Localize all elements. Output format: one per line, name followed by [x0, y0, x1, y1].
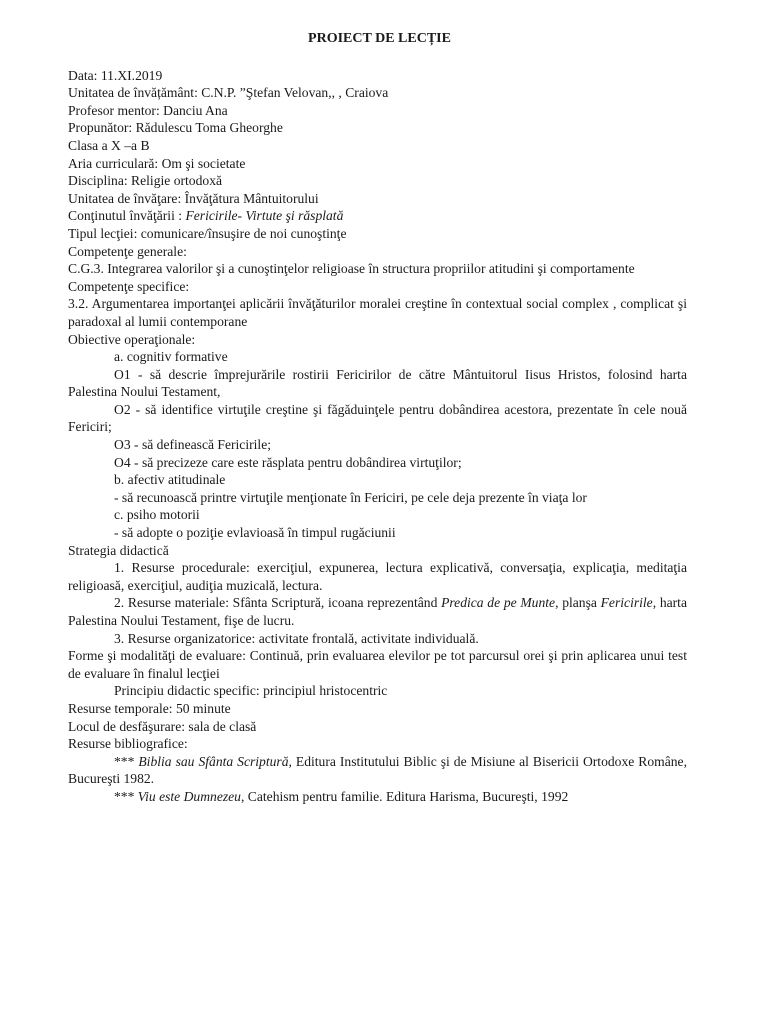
proposer-line: Propunător: Rădulescu Toma Gheorghe: [68, 120, 283, 136]
bibliography-item-1: [68, 753, 687, 788]
content-line: [68, 207, 687, 225]
principle-line: Principiu didactic specific: principiul hristocentric: [114, 683, 388, 699]
specific-competences-label: Competenţe specifice:: [68, 278, 190, 294]
school-line: Unitatea de învățământ: C.N.P. ”Ştefan Velovan,, , Craiova: [68, 85, 389, 101]
resource-organizational: 3. Resurse organizatorice: activitate frontală, activitate individuală.: [114, 630, 479, 646]
resource-material-text-2: , planşa: [555, 595, 601, 611]
resource-material-text-3: , harta Palestina Noului Testament, fişe de lucru.: [68, 595, 687, 628]
lesson-type-line: Tipul lecţiei: comunicare/însuşire de noi cunoştinţe: [68, 225, 347, 241]
objective-b1: - să recunoască printre virtuţile menţionate în Fericiri, pe cele deja prezente în viaţa lor: [114, 489, 587, 505]
resource-material-icon-title: Predica de pe Munte: [441, 595, 556, 611]
objective-o2: O2 - să identifice virtuţile creştine şi făgăduinţele pentru dobândirea acestora, prezentate în cele nouă Fericiri;: [68, 401, 687, 435]
resource-procedural: 1. Resurse procedurale: exerciţiul, expunerea, lectura explicativă, conversaţia, explicaţia, meditaţia religioasă, exerciţiul, audiţia muzicală, lectura.: [68, 560, 687, 593]
mentor-line: Profesor mentor: Danciu Ana: [68, 102, 228, 118]
place-line: Locul de desfăşurare: sala de clasă: [68, 718, 257, 734]
date-line: Data: 11.XI.2019: [68, 67, 163, 83]
bibliography-item-2-stars: ***: [114, 788, 138, 804]
time-resources-line: Resurse temporale: 50 minute: [68, 700, 231, 716]
resource-material-text-1: 2. Resurse materiale: Sfânta Scriptură, icoana reprezentând: [114, 595, 442, 611]
content-label: Conţinutul învăţării :: [68, 208, 186, 224]
bibliography-item-1-stars: ***: [114, 753, 139, 769]
objectives-label: Obiective operaţionale:: [68, 331, 196, 347]
curricular-area-line: Aria curriculară: Om şi societate: [68, 155, 246, 171]
objective-group-b: b. afectiv atitudinale: [114, 472, 226, 488]
discipline-line: Disciplina: Religie ortodoxă: [68, 173, 223, 189]
learning-unit-line: Unitatea de învăţare: Învăţătura Mântuitorului: [68, 190, 319, 206]
bibliography-item-2: [68, 788, 687, 806]
lesson-plan-page: [68, 30, 687, 806]
bibliography-item-1-title: Biblia sau Sfânta Scriptură,: [138, 753, 292, 769]
evaluation-line: Forme şi modalităţi de evaluare: Continuă, prin evaluarea elevilor pe tot parcursul orei şi prin aplicarea unui test de evaluare în finalul lecţiei: [68, 648, 687, 681]
bibliography-label: Resurse bibliografice:: [68, 736, 188, 752]
resource-material: [68, 594, 687, 629]
objective-c1: - să adopte o poziţie evlavioasă în timpul rugăciunii: [114, 525, 396, 541]
page-title: PROIECT DE LECȚIE: [308, 31, 451, 46]
specific-competence-3-2: 3.2. Argumentarea importanţei aplicării învăţăturilor moralei creştine în contextual social complex , complicat şi paradoxal al lumii contemporane: [68, 296, 687, 329]
objective-o3: O3 - să definească Fericirile;: [114, 437, 272, 453]
bibliography-item-1-details: Editura Institutului Biblic şi de Misiune al Bisericii Ortodoxe Române, Bucureşti 1982.: [68, 753, 687, 787]
bibliography-item-2-details: , Catehism pentru familie. Editura Harisma, Bucureşti, 1992: [240, 788, 569, 804]
bibliography-item-2-title: Viu este Dumnezeu: [137, 788, 241, 804]
objective-group-a: a. cognitiv formative: [114, 349, 228, 365]
objective-o4: O4 - să precizeze care este răsplata pentru dobândirea virtuţilor;: [114, 454, 462, 470]
strategy-label: Strategia didactică: [68, 542, 169, 558]
general-competences-label: Competenţe generale:: [68, 243, 187, 259]
resource-material-poster-title: Fericirile: [600, 595, 653, 611]
objective-group-c: c. psiho motorii: [114, 507, 200, 523]
content-value: Fericirile- Virtute şi răsplată: [185, 208, 344, 224]
general-competence-cg3: C.G.3. Integrarea valorilor şi a cunoştinţelor religioase în structura propriilor atitudini şi comportamente: [68, 261, 635, 277]
class-line: Clasa a X –a B: [68, 137, 150, 153]
objective-o1: O1 - să descrie împrejurările rostirii Fericirilor de către Mântuitorul Iisus Hristos, folosind harta Palestina Noului Testament,: [68, 366, 687, 400]
